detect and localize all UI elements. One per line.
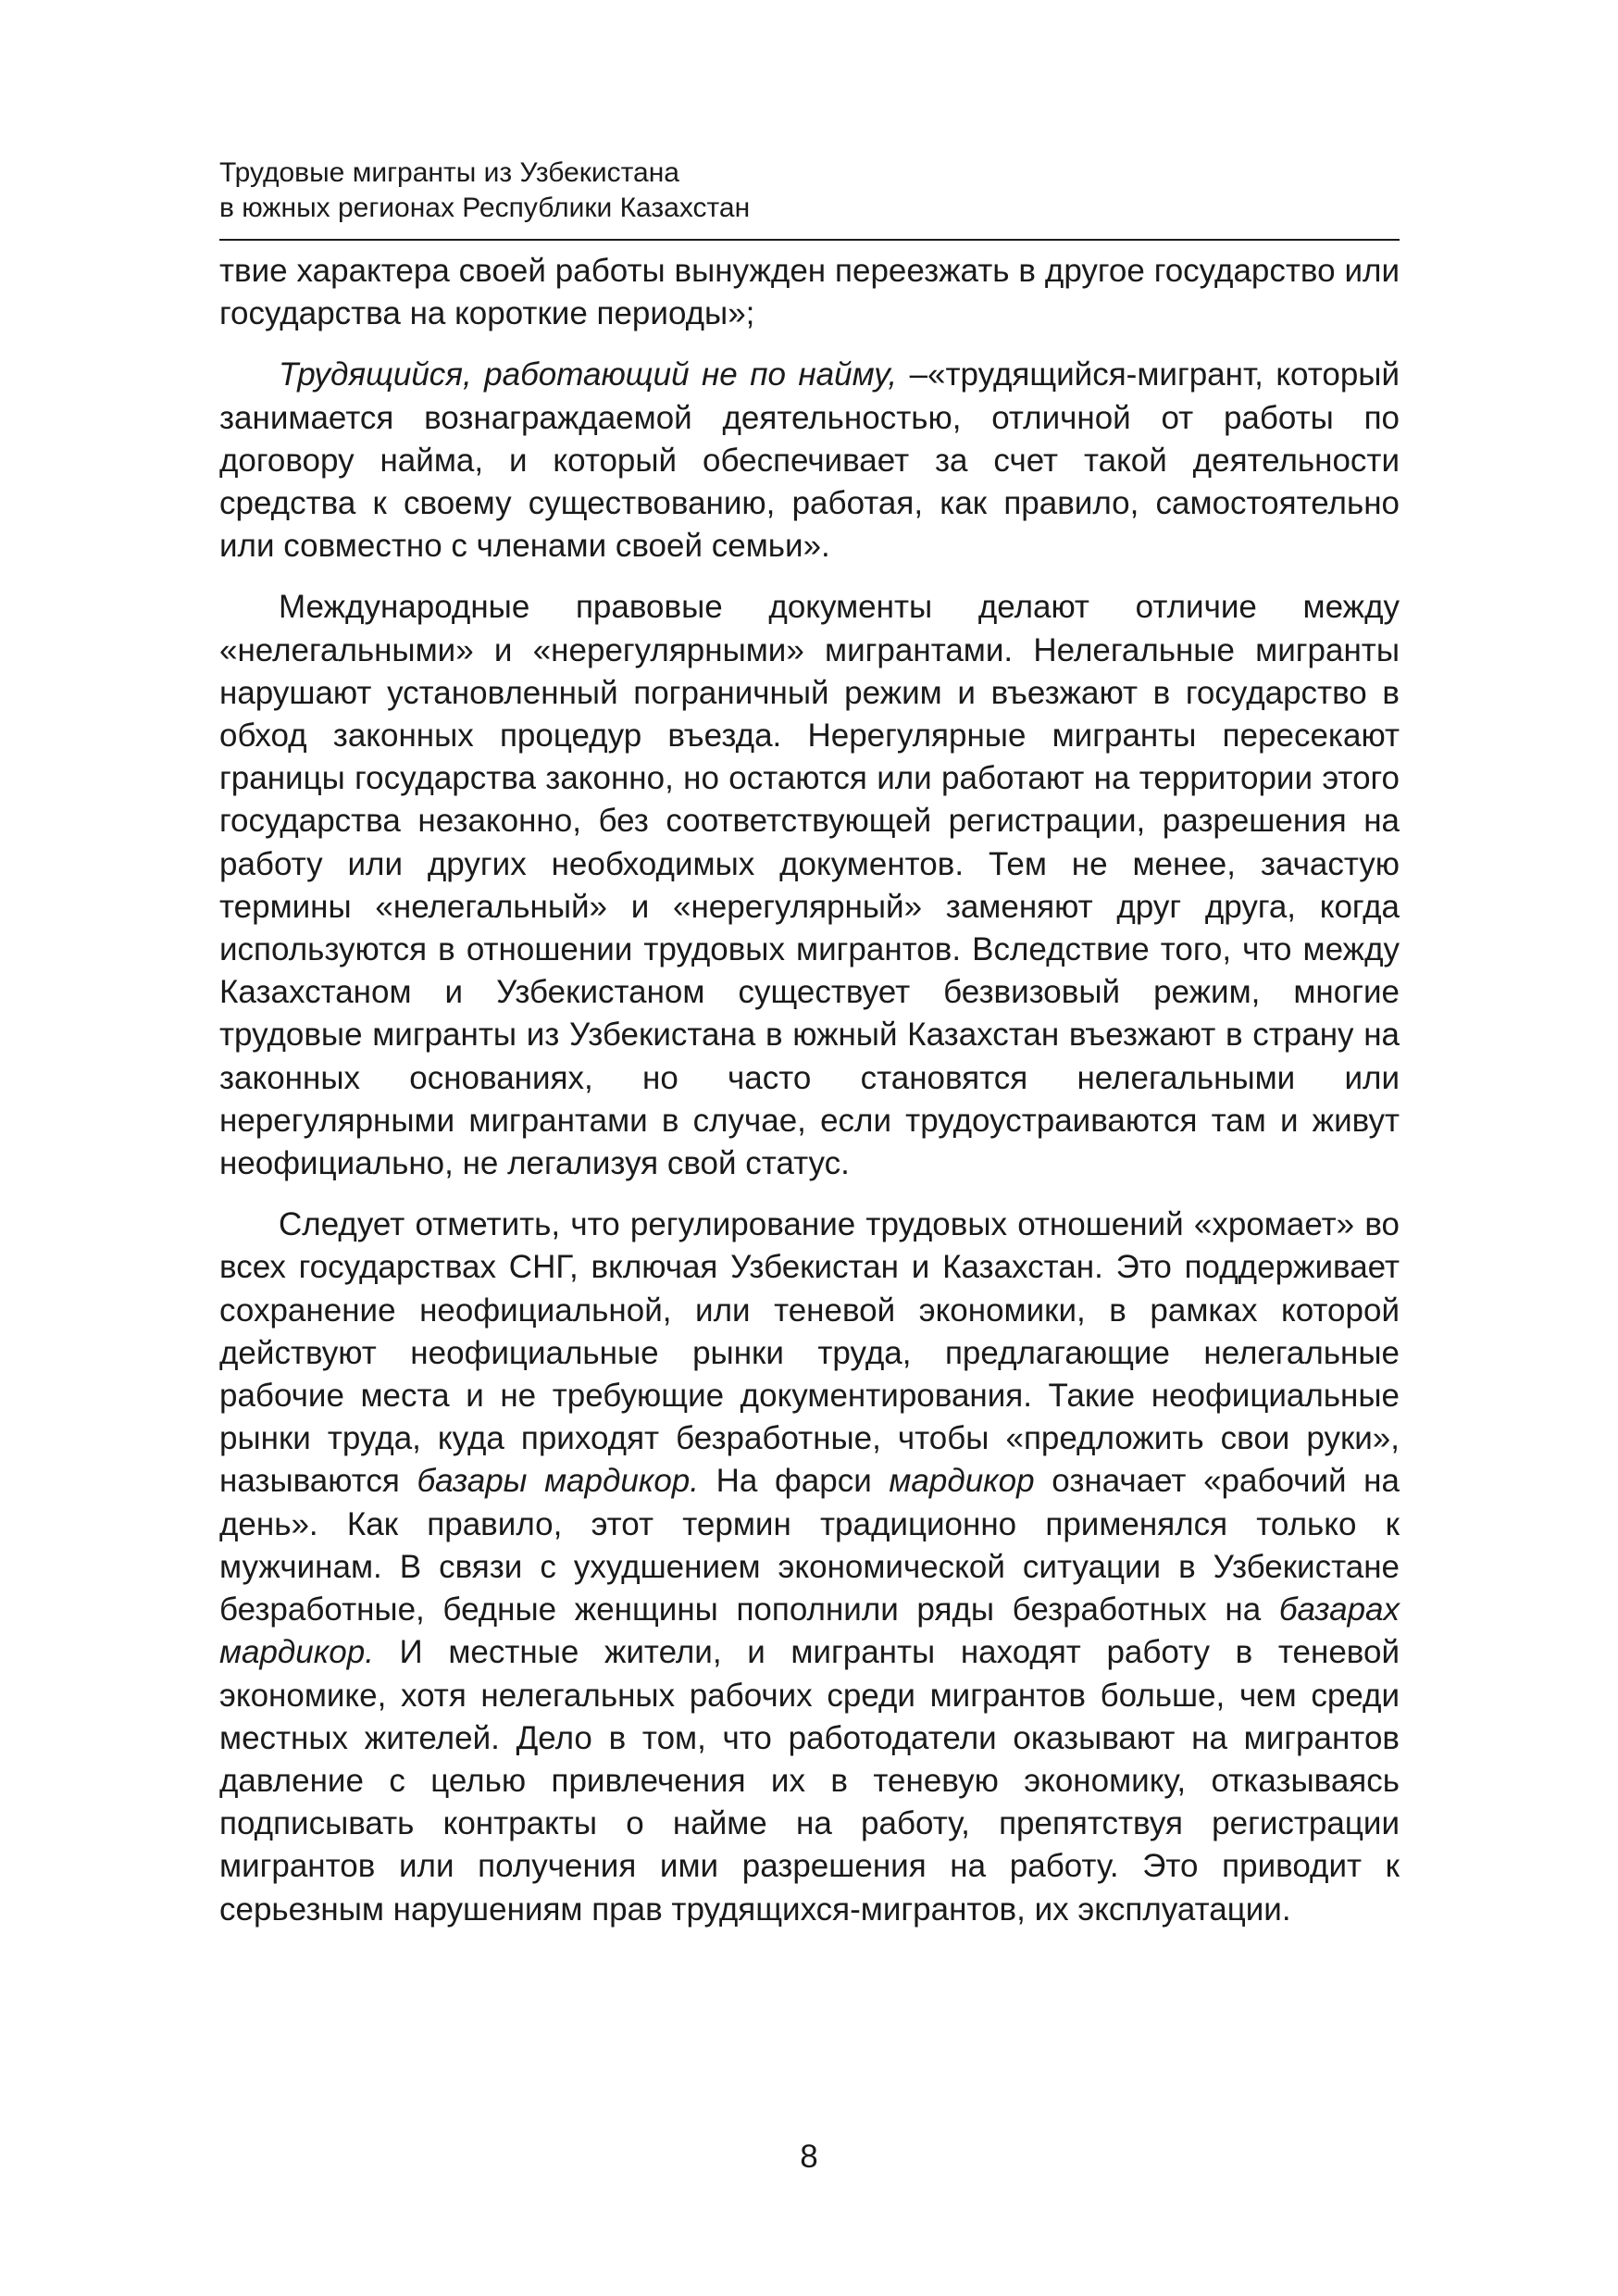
running-header-line-1: Трудовые мигранты из Узбекистана [219,157,679,188]
paragraph-2 [219,354,1400,568]
running-header [219,156,1400,226]
paragraph-4-part-b: На фарси [698,1463,890,1500]
body-text [219,250,1400,1931]
paragraph-4-part-c: означает «рабочий на день». Как правило, этот термин традиционно применялся только к мужчинам. В связи с ухудшением экономической ситуации в Узбекистане безработные, бедные женщины пополнили ряды безработных на [219,1463,1400,1628]
paragraph-4-part-a: Следует отметить, что регулирование трудовых отношений «хромает» во всех государствах СНГ, включая Узбекистан и Казахстан. Это поддерживает сохранение неофициальной, или теневой экономики, в рамках которой действуют неофициальные рынки труда, предлагающие нелегальные рабочие места и не требующие документирования. Такие неофициальные рынки труда, куда приходят безработные, чтобы «предложить свои руки», называются [219,1206,1400,1500]
paragraph-3: Международные правовые документы делают отличие между «нелегальными» и «нерегулярными» мигрантами. Нелегальные мигранты нарушают установленный пограничный режим и въезжают в государство в обход законных процедур въезда. Нерегулярные мигранты пересекают границы государства законно, но остаются или работают на территории этого государства незаконно, без соответствующей регистрации, разрешения на работу или других необходимых документов. Тем не менее, зачастую термины «нелегальный» и «нерегулярный» заменяют друг друга, когда используются в отношении трудовых мигрантов. Вследствие того, что между Казахстаном и Узбекистаном существует безвизовый режим, многие трудовые мигранты из Узбекистана в южный Казахстан въезжают в страну на законных основаниях, но часто становятся нелегальными или нерегулярными мигрантами в случае, если трудоустраиваются там и живут неофициально, не легализуя свой статус. [219,589,1400,1182]
italic-term-bazarakh-mardikor: базарах мардикор. [219,1591,1400,1671]
header-divider [219,239,1400,241]
paragraph-1: твие характера своей работы вынужден переезжать в другое государство или государства на короткие периоды»; [219,253,1400,332]
definition-text: –«трудящийся-мигрант, который занимается вознаграждаемой деятельностью, отличной от работы по договору найма, и который обеспечивает за счет такой деятельности средства к своему существованию, работая, как правило, самостоятельно или совместно с членами своей семьи». [219,356,1400,565]
paragraph-4 [219,1204,1400,1930]
page-number: 8 [800,2139,818,2175]
running-header-line-2: в южных регионах Республики Казахстан [219,193,751,223]
defined-term: Трудящийся, работающий не по найму, [279,356,898,393]
italic-term-mardikor: мардикор [889,1463,1035,1500]
paragraph-4-part-d: И местные жители, и мигранты находят работу в теневой экономике, хотя нелегальных рабочих среди мигрантов больше, чем среди местных жителей. Дело в том, что работодатели оказывают на мигрантов давление с целью привлечения их в теневую экономику, отказываясь подписывать контракты о найме на работу, препятствуя регистрации мигрантов или получения ими разрешения на работу. Это приводит к серьезным нарушениям прав трудящихся-мигрантов, их эксплуатации. [219,1634,1400,1928]
italic-term-bazary-mardikor: базары мардикор. [417,1463,699,1500]
